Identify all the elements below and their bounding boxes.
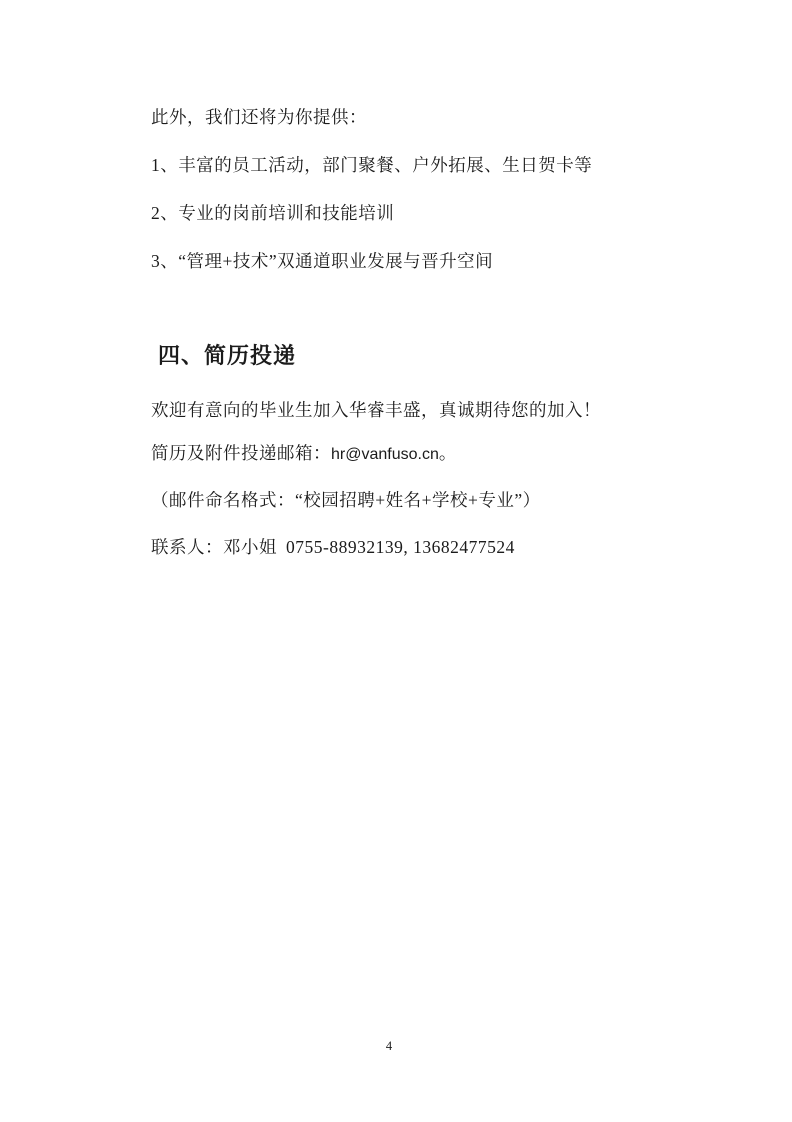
page-number: 4 xyxy=(385,1039,393,1053)
benefit-item-1: 1、丰富的员工活动，部门聚餐、户外拓展、生日贺卡等 xyxy=(151,155,593,175)
paragraph-contact xyxy=(151,539,515,557)
email-suffix: 。 xyxy=(438,443,457,463)
benefit-item-2: 2、专业的岗前培训和技能培训 xyxy=(151,203,395,223)
email-label: 简历及附件投递邮箱： xyxy=(151,443,331,463)
contact-phones: 0755-88932139, 13682477524 xyxy=(286,537,515,557)
contact-name: 邓小姐 xyxy=(223,537,277,557)
benefit-item-3: 3、“管理+技术”双通道职业发展与晋升空间 xyxy=(151,251,494,271)
section-heading-resume-delivery: 四、简历投递 xyxy=(158,343,297,368)
paragraph-welcome: 欢迎有意向的毕业生加入华睿丰盛，真诚期待您的加入！ xyxy=(151,400,601,420)
paragraph-intro: 此外，我们还将为你提供： xyxy=(151,107,367,127)
email-address: hr@vanfuso.cn xyxy=(331,446,439,463)
contact-label: 联系人： xyxy=(151,537,223,557)
paragraph-email xyxy=(151,445,457,463)
paragraph-naming-format: （邮件命名格式：“校园招聘+姓名+学校+专业”） xyxy=(151,490,541,510)
